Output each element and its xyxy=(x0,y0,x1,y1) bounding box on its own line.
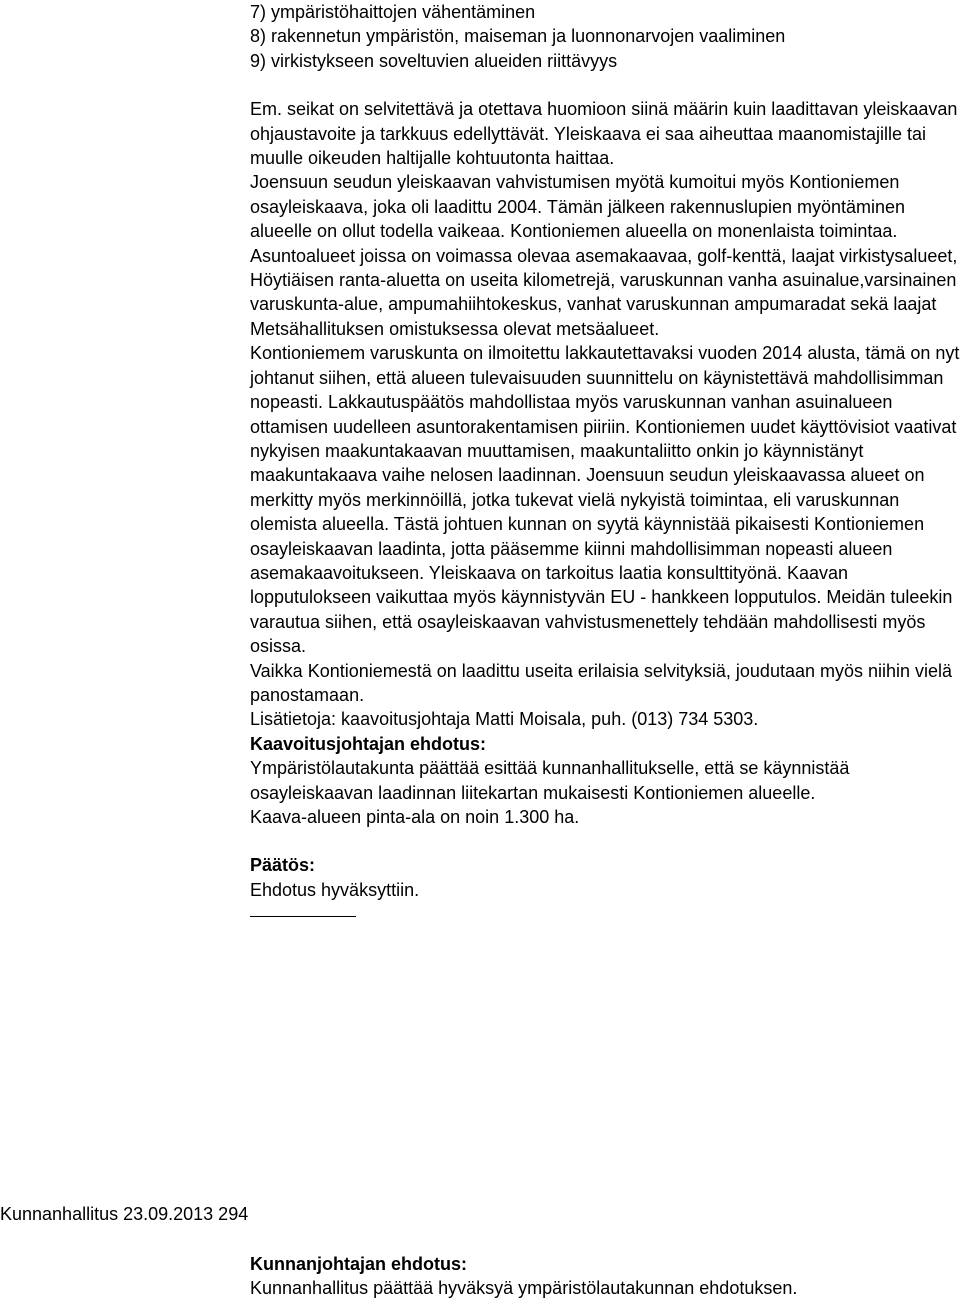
criteria-list xyxy=(250,0,960,73)
list-item: 9) virkistykseen soveltuvien alueiden riittävyys xyxy=(250,50,618,71)
paragraph-garrison: Kontioniemem varuskunta on ilmoitettu lakkautettavaksi vuoden 2014 alusta, tämä on nyt johtanut siihen, että alueen tulevaisuuden suunnittelu on käynistettävä mahdollisimman nopeasti. Lakkautuspäätös mahdollistaa myös varuskunnan vanhan asuinalueen ottamisen uudelleen asuntorakentamisen piiriin. Kontioniemen uudet käyttövisiot vaativat nykyisen maakuntakaavan muuttamisen, maakuntaliitto onkin jo käynnistänyt maakuntakaava vaihe nelosen laadinnan. Joensuun seudun yleiskaavassa alueet on merkitty myös merkinnöillä, jotka tukevat vielä nykyistä toimintaa, eli varuskunnan olemista alueella. Tästä johtuen kunnan on syytä käynnistää pikaisesti Kontioniemen osayleiskaavan laadinta, jotta pääsemme kiinni mahdollisimman nopeasti alueen asemakaavoitukseen. Yleiskaava on tarkoitus laatia konsulttityönä. Kaavan lopputulokseen vaikuttaa myös käynnistyvän EU - hankkeen lopputulos. Meidän tuleekin varautua siihen, että osayleiskaavan vahvistusmenettely tehdään mahdollisesti myös osissa. xyxy=(250,343,960,657)
list-item: 7) ympäristöhaittojen vähentäminen xyxy=(250,2,536,22)
planning-director-proposal xyxy=(250,732,960,830)
proposal-text: Ympäristölautakunta päättää esittää kunnanhallitukselle, että se käynnistää osayleiskaavan laadinnan liitekartan mukaisesti Kontioniemen alueelle. xyxy=(250,758,850,803)
paragraph-requirements: Em. seikat on selvitettävä ja otettava huomioon siinä määrin kuin laadittavan yleiskaavan ohjaustavoite ja tarkkuus edellyttävät. Yleiskaava ei saa aiheuttaa maanomistajille tai muulle oikeuden haltijalle kohtuutonta haittaa. xyxy=(250,99,958,169)
mayor-proposal-text: Kunnanhallitus päättää hyväksyä ympäristölautakunnan ehdotuksen. xyxy=(250,1278,798,1299)
proposal-area: Kaava-alueen pinta-ala on noin 1.300 ha. xyxy=(250,807,580,827)
paragraph-surveys: Vaikka Kontioniemestä on laadittu useita erilaisia selvityksiä, joudutaan myös niihin vielä panostamaan. xyxy=(250,660,953,705)
paragraph-contact: Lisätietoja: kaavoitusjohtaja Matti Moisala, puh. (013) 734 5303. xyxy=(250,709,759,730)
document-body xyxy=(250,0,960,917)
list-item: 8) rakennetun ympäristön, maiseman ja luonnonarvojen vaaliminen xyxy=(250,26,786,47)
mayor-proposal-heading: Kunnanjohtajan ehdotus: xyxy=(250,1254,467,1274)
separator-rule xyxy=(250,916,356,917)
paragraph-background: Joensuun seudun yleiskaavan vahvistumisen myötä kumoitui myös Kontioniemen osayleiskaava, joka oli laadittu 2004. Tämän jälkeen rakennuslupien myöntäminen alueelle on ollut todella vaikeaa. Kontioniemen alueella on monenlaista toimintaa. Asuntoalueet joissa on voimassa olevaa asemakaavaa, golf-kenttä, laajat virkistysalueet, Höytiäisen ranta-aluetta on useita kilometrejä, varuskunnan vanha asuinalue,varsinainen varuskunta-alue, ampumahiihtokeskus, vanhat varuskunnan ampumaradat sekä laajat Metsähallituksen omistuksessa olevat metsäalueet. xyxy=(250,172,958,339)
decision-heading: Päätös: xyxy=(250,855,316,876)
meeting-reference: Kunnanhallitus 23.09.2013 294 xyxy=(0,1204,249,1224)
decision-text: Ehdotus hyväksyttiin. xyxy=(250,879,420,900)
decision-block xyxy=(250,853,960,902)
proposal-heading: Kaavoitusjohtajan ehdotus: xyxy=(250,733,487,754)
mayor-proposal xyxy=(250,1252,960,1301)
